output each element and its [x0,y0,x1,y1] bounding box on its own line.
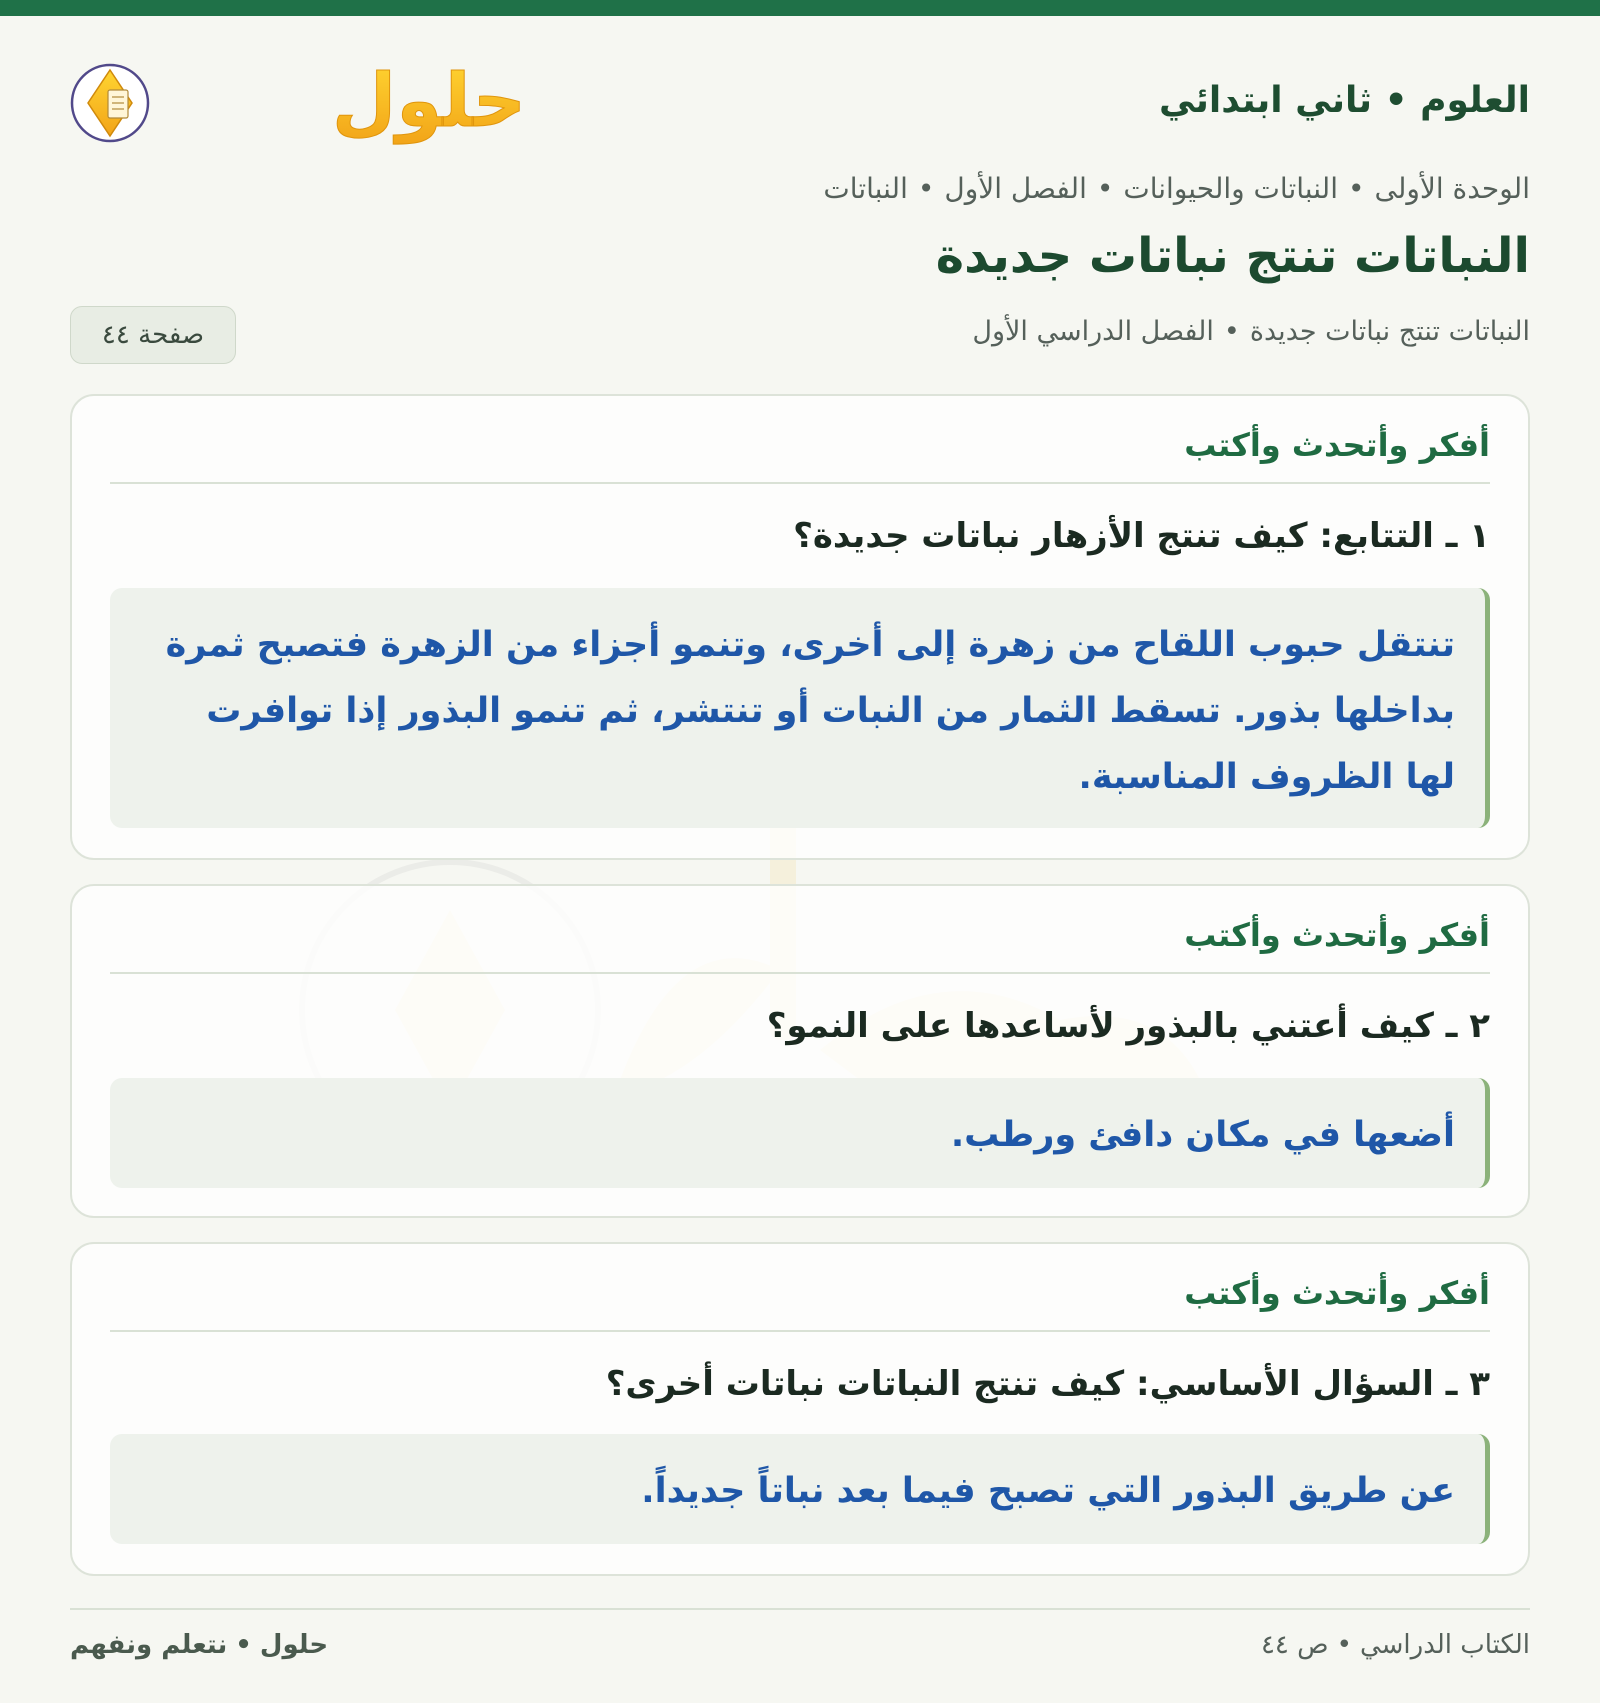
page-title: النباتات تنتج نباتات جديدة [935,228,1530,284]
question-card-2 [70,884,1530,1218]
question-text: ٢ ـ كيف أعتني بالبذور لأساعدها على النمو؟ [766,1006,1490,1046]
book-diamond-icon [72,65,148,141]
footer-separator: • [1336,1630,1352,1660]
subtitle-separator: • [1223,316,1240,347]
footer-book: الكتاب الدراسي [1359,1630,1530,1660]
breadcrumb-item-unit[interactable]: الوحدة الأولى [1374,172,1530,205]
card-section-label: أفكر وأتحدث وأكتب [110,916,1490,974]
subtitle-lesson: النباتات تنتج نباتات جديدة [1249,316,1530,347]
top-accent-bar [0,0,1600,16]
breadcrumb-separator: • [917,172,935,205]
question-card-3 [70,1242,1530,1576]
breadcrumb-item-topic[interactable]: النباتات والحيوانات [1123,172,1338,205]
page-number-badge: صفحة ٤٤ [70,306,236,364]
svg-text:حلول: حلول [332,58,527,144]
grade-name: ثاني ابتدائي [1158,80,1373,121]
footer-separator: • [235,1630,252,1660]
footer-divider [70,1608,1530,1610]
lesson-subtitle [972,316,1530,347]
footer-slogan: نتعلم ونفهم [70,1630,228,1660]
question-text: ٣ ـ السؤال الأساسي: كيف تنتج النباتات نباتات أخرى؟ [605,1364,1490,1404]
footer-book-info [1261,1630,1530,1660]
footer-page: ص ٤٤ [1260,1630,1329,1660]
answer-box: أضعها في مكان دافئ ورطب. [110,1078,1490,1188]
subtitle-term: الفصل الدراسي الأول [972,316,1214,347]
breadcrumb-separator: • [1347,172,1365,205]
card-section-label: أفكر وأتحدث وأكتب [110,1274,1490,1332]
site-logo[interactable] [70,48,527,158]
breadcrumb-item-chapter[interactable]: الفصل الأول [944,172,1087,205]
breadcrumb-separator: • [1096,172,1114,205]
breadcrumb-item-section[interactable]: النباتات [823,172,908,205]
separator-dot: • [1372,80,1408,121]
question-card-1 [70,394,1530,860]
answer-box: تنتقل حبوب اللقاح من زهرة إلى أخرى، وتنمو أجزاء من الزهرة فتصبح ثمرة بداخلها بذور. تسقط الثمار من النبات أو تنتشر، ثم تنمو البذور إذا توافرت لها الظروف المناسبة. [110,588,1490,828]
footer-brand-name[interactable]: حلول [259,1630,329,1660]
footer-brand [70,1630,328,1660]
page-header [70,48,1530,168]
breadcrumb [823,172,1530,205]
answer-box: عن طريق البذور التي تصبح فيما بعد نباتاً جديداً. [110,1434,1490,1544]
card-section-label: أفكر وأتحدث وأكتب [110,426,1490,484]
subject-grade [1159,80,1530,121]
subject-name: العلوم [1420,80,1530,121]
question-text: ١ ـ التتابع: كيف تنتج الأزهار نباتات جديدة؟ [793,516,1490,556]
